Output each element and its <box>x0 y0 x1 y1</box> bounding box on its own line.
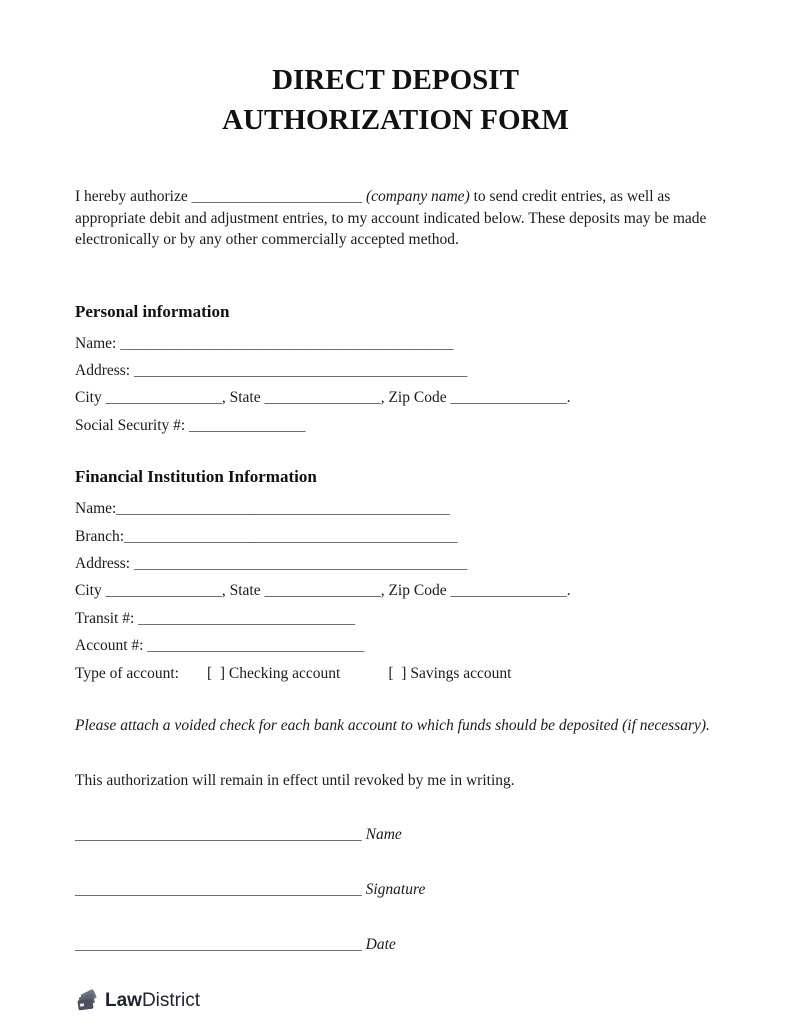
financial-address-blank[interactable]: ___________________________________________ <box>133 554 468 572</box>
personal-name-line <box>75 330 716 357</box>
account-type-line <box>75 660 716 687</box>
company-name-blank[interactable]: ______________________ <box>191 188 363 205</box>
signature-name-row <box>75 824 716 846</box>
financial-state-label: , State <box>221 582 261 600</box>
signature-name-blank[interactable]: _____________________________________ <box>75 825 362 843</box>
financial-institution-heading: Financial Institution Information <box>75 467 317 487</box>
personal-city-label: City <box>75 389 102 407</box>
financial-account-line <box>75 632 716 659</box>
account-type-label: Type of account: <box>75 664 179 682</box>
personal-line-period: . <box>566 389 571 407</box>
financial-city-label: City <box>75 582 102 600</box>
financial-zip-blank[interactable]: _______________ <box>450 582 567 600</box>
personal-name-blank[interactable]: ___________________________________________ <box>120 334 454 352</box>
financial-city-state-zip-line <box>75 577 716 604</box>
signature-signature-blank[interactable]: _____________________________________ <box>75 880 362 898</box>
financial-transit-line <box>75 605 716 632</box>
page-title-line-1: DIRECT DEPOSIT <box>272 64 519 96</box>
lawdistrict-logo <box>75 989 716 1013</box>
signature-date-label: Date <box>365 935 396 953</box>
savings-account-option <box>388 665 511 682</box>
personal-address-blank[interactable]: ___________________________________________ <box>133 361 468 379</box>
personal-information-section <box>75 301 716 440</box>
signature-date-blank[interactable]: _____________________________________ <box>75 935 362 953</box>
personal-zip-blank[interactable]: _______________ <box>450 389 567 407</box>
personal-ssn-label: Social Security #: <box>75 416 186 434</box>
intro-text-post: to send credit entries, as well as appropriate debit and adjustment entries, to my account indicated below. These deposits may be made electronically or by any other commercially accepted method. <box>75 188 707 248</box>
signature-signature-label: Signature <box>365 880 426 898</box>
financial-name-line <box>75 495 716 522</box>
personal-state-label: , State <box>221 389 261 407</box>
personal-city-blank[interactable]: _______________ <box>105 389 222 407</box>
personal-zip-label: , Zip Code <box>380 389 447 407</box>
financial-address-line <box>75 550 716 577</box>
revocation-note: This authorization will remain in effect until revoked by me in writing. <box>75 771 515 789</box>
financial-branch-line <box>75 523 716 550</box>
savings-account-checkbox[interactable]: [ ] <box>388 664 407 682</box>
personal-city-state-zip-line <box>75 384 716 411</box>
personal-ssn-line <box>75 412 716 439</box>
financial-account-label: Account #: <box>75 637 144 655</box>
checking-account-label: Checking account <box>228 664 341 682</box>
financial-name-label: Name: <box>75 500 117 518</box>
financial-branch-blank[interactable]: ___________________________________________ <box>124 527 458 545</box>
intro-text-pre: I hereby authorize <box>75 188 188 205</box>
personal-address-label: Address: <box>75 361 131 379</box>
brand-text-law: Law <box>105 989 142 1011</box>
brand-text-district: District <box>141 989 201 1011</box>
personal-state-blank[interactable]: _______________ <box>264 389 381 407</box>
page-title-line-2: AUTHORIZATION FORM <box>222 104 569 136</box>
financial-address-label: Address: <box>75 554 131 572</box>
personal-information-heading: Personal information <box>75 301 230 321</box>
financial-zip-label: , Zip Code <box>380 582 447 600</box>
financial-branch-label: Branch: <box>75 527 125 545</box>
signature-block <box>75 824 716 956</box>
company-name-hint: (company name) <box>366 188 470 205</box>
checking-account-checkbox[interactable]: [ ] <box>206 664 226 682</box>
brand-text <box>105 990 200 1012</box>
lawdistrict-logo-icon <box>75 989 99 1013</box>
financial-name-blank[interactable]: ___________________________________________ <box>116 500 450 518</box>
financial-transit-blank[interactable]: ____________________________ <box>138 609 356 627</box>
page-title <box>75 60 716 140</box>
personal-address-line <box>75 357 716 384</box>
financial-account-blank[interactable]: ____________________________ <box>147 637 365 655</box>
voided-check-note: Please attach a voided check for each bank account to which funds should be deposited (if necessary). <box>75 716 710 734</box>
signature-name-label: Name <box>365 825 402 843</box>
savings-account-label: Savings account <box>410 664 512 682</box>
personal-name-label: Name: <box>75 334 117 352</box>
personal-ssn-blank[interactable]: _______________ <box>189 416 306 434</box>
financial-city-blank[interactable]: _______________ <box>105 582 222 600</box>
checking-account-option <box>207 665 340 682</box>
financial-line-period: . <box>566 582 571 600</box>
signature-signature-row <box>75 879 716 901</box>
intro-paragraph <box>75 186 716 251</box>
signature-date-row <box>75 934 716 956</box>
financial-transit-label: Transit #: <box>75 609 135 627</box>
financial-state-blank[interactable]: _______________ <box>264 582 381 600</box>
financial-institution-section <box>75 466 716 687</box>
